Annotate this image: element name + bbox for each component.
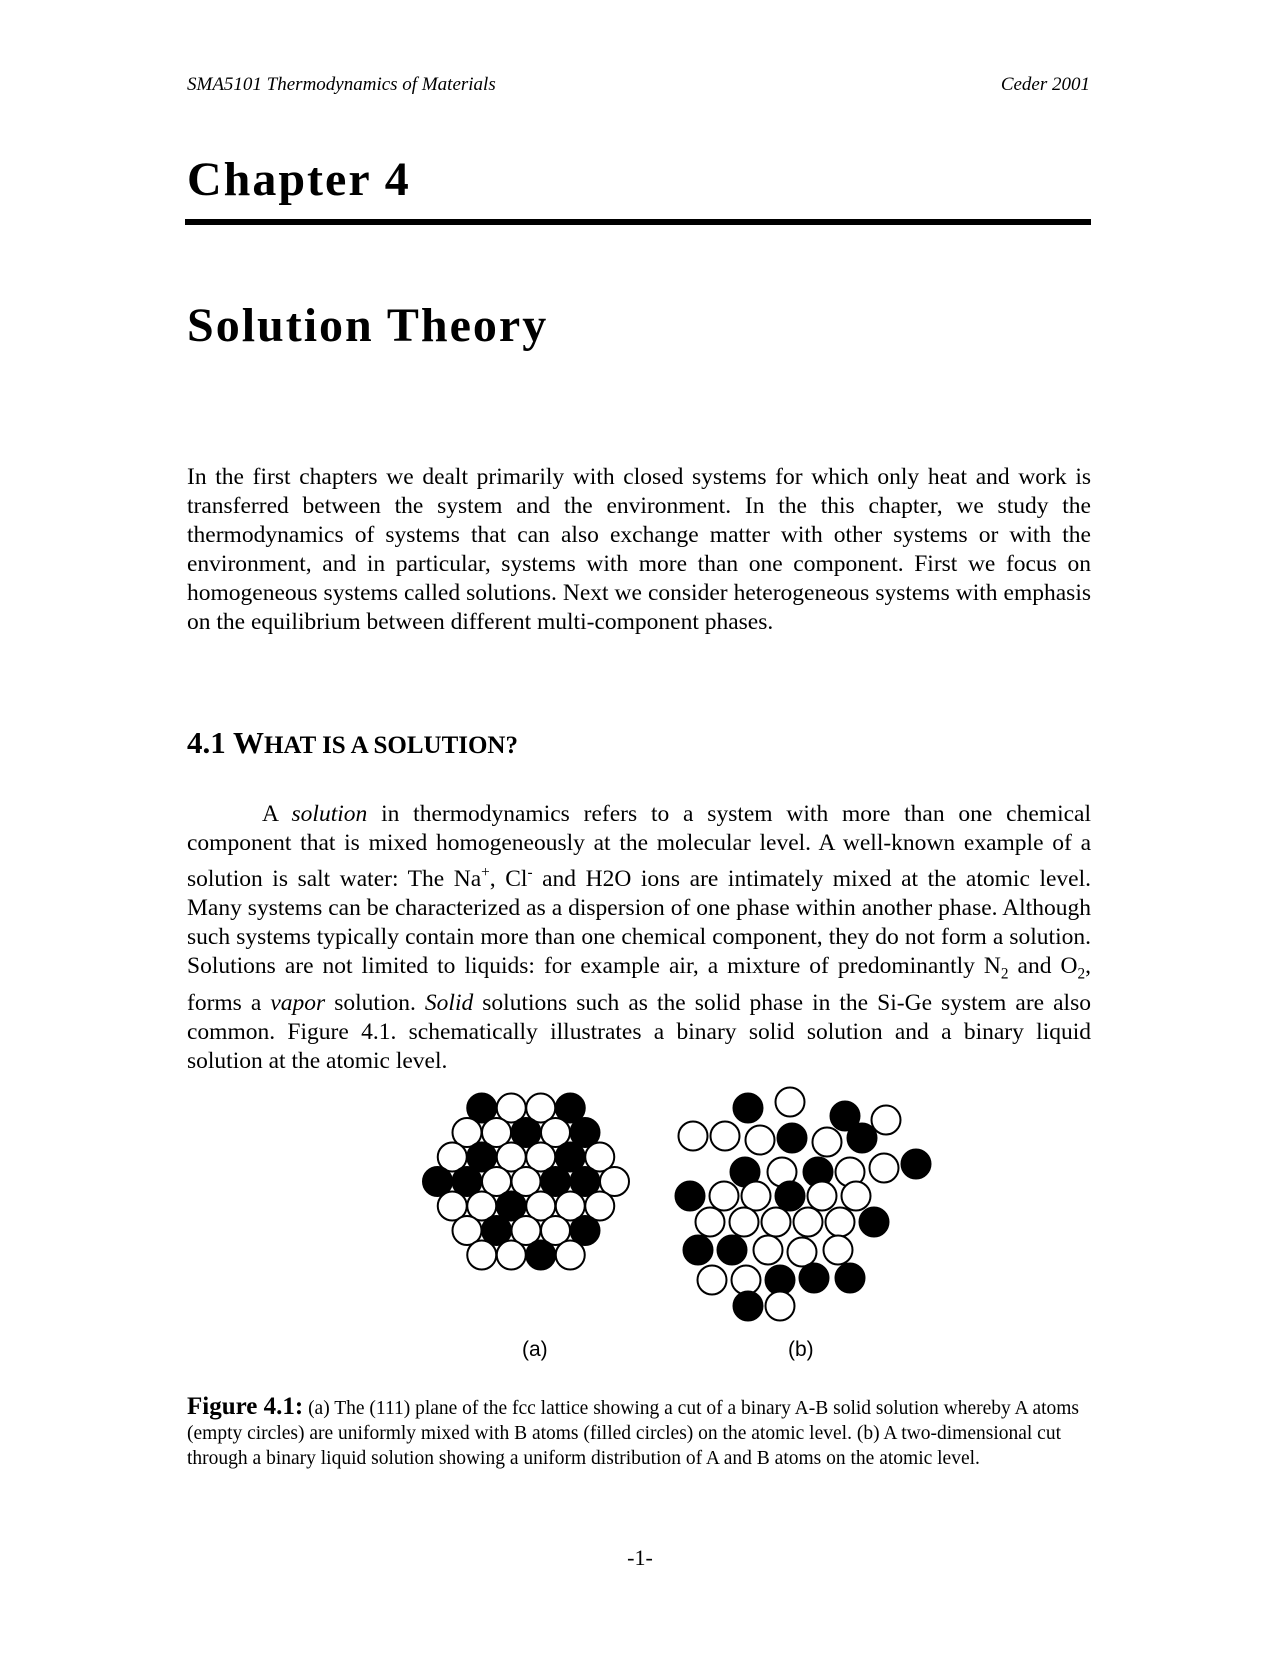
page-number: -1-	[627, 1545, 653, 1570]
atom-a-empty	[679, 1122, 708, 1151]
atom-a-empty	[824, 1236, 853, 1265]
section-title-rest: HAT IS A SOLUTION?	[263, 732, 518, 759]
atom-b-filled	[776, 1182, 805, 1211]
atom-a-empty	[730, 1208, 759, 1237]
chapter-title: Solution Theory	[187, 299, 549, 352]
term-solution: solution	[291, 801, 368, 827]
atom-b-filled	[860, 1208, 889, 1237]
term-solid: Solid	[424, 989, 474, 1016]
atom-a-empty	[826, 1208, 855, 1237]
section-heading	[187, 725, 518, 761]
panel-b-label: (b)	[788, 1338, 814, 1361]
atom-a-empty	[766, 1292, 795, 1321]
section-title-initial: W	[232, 725, 264, 760]
atom-a-empty	[754, 1236, 783, 1265]
atom-a-empty	[762, 1208, 791, 1237]
section-number: 4.1	[187, 725, 226, 760]
atom-a-empty	[556, 1241, 585, 1270]
atom-b-filled	[902, 1150, 931, 1179]
atom-a-empty	[872, 1106, 901, 1135]
figure-atomic-diagram	[0, 1080, 1280, 1330]
atom-a-empty	[794, 1208, 823, 1237]
atom-a-empty	[870, 1154, 899, 1183]
chapter-rule-divider	[185, 219, 1091, 225]
caption-label: Figure 4.1:	[187, 1393, 304, 1420]
caption-text: (a) The (111) plane of the fcc lattice showing a cut of a binary A-B solid solution whereby A atoms (empty circles) are uniformly mixed with B atoms (filled circles) on the atomic level. (b) A two-dimensional cut through a binary liquid solution showing a uniform distribution of A and B atoms on the atomic level.	[187, 1398, 1080, 1469]
atom-a-empty	[813, 1128, 842, 1157]
atom-b-filled	[778, 1124, 807, 1153]
atom-b-filled	[734, 1094, 763, 1123]
atom-a-empty	[710, 1182, 739, 1211]
term-vapor: vapor	[270, 989, 326, 1016]
figure-caption	[187, 1394, 1091, 1471]
intro-paragraph: In the first chapters we dealt primarily with closed systems for which only heat and work is transferred between the system and the environment. In the this chapter, we study the thermodynamics of systems that can also exchange matter with other systems or with the environment, and in particular, systems with more than one component. First we focus on homogeneous systems called solutions. Next we consider heterogeneous systems with emphasis on the equilibrium between different multi-component phases.	[187, 464, 1091, 635]
atom-a-empty	[711, 1122, 740, 1151]
atom-b-filled	[676, 1182, 705, 1211]
running-header-author-year: Ceder 2001	[1000, 74, 1090, 95]
atom-a-empty	[497, 1241, 526, 1270]
atom-a-empty	[732, 1266, 761, 1295]
chapter-number-heading: Chapter 4	[187, 153, 411, 206]
section-paragraph: A solution in thermodynamics refers to a system with more than one chemical component that is mixed homogeneously at the molecular level. A well-known example of a solution is salt water: The Na+, Cl- and H2O ions are intimately mixed at the atomic level. Many systems can be characterized as a dispersion of one phase within another phase. Although such systems typically contain more than one chemical component, they do not form a solution. Solutions are not limited to liquids: for example air, a mixture of predominantly $N_2$ and $O_2$, forms a vapor solution. Solid solutions such as the solid phase in the Si-Ge system are also common. Figure 4.1. schematically illustrates a binary solid solution and a binary liquid solution at the atomic level.	[187, 801, 1091, 1074]
atom-b-filled	[734, 1292, 763, 1321]
atom-b-filled	[684, 1236, 713, 1265]
running-header-course: SMA5101 Thermodynamics of Materials	[187, 74, 496, 95]
atom-a-empty	[746, 1126, 775, 1155]
atom-b-filled	[836, 1264, 865, 1293]
atom-b-filled	[848, 1124, 877, 1153]
atom-b-filled	[718, 1236, 747, 1265]
atom-a-empty	[698, 1266, 727, 1295]
atom-a-empty	[788, 1238, 817, 1267]
panel-a-fcc-lattice	[423, 1094, 629, 1270]
atom-a-empty	[742, 1182, 771, 1211]
atom-b-filled	[766, 1266, 795, 1295]
panel-b-liquid-solution	[676, 1088, 931, 1321]
atom-a-empty	[696, 1208, 725, 1237]
panel-a-label: (a)	[522, 1338, 548, 1361]
atom-a-empty	[808, 1182, 837, 1211]
atom-a-empty	[467, 1241, 496, 1270]
atom-a-empty	[842, 1182, 871, 1211]
atom-b-filled	[800, 1264, 829, 1293]
atom-a-empty	[776, 1088, 805, 1117]
atom-b-filled	[526, 1241, 555, 1270]
